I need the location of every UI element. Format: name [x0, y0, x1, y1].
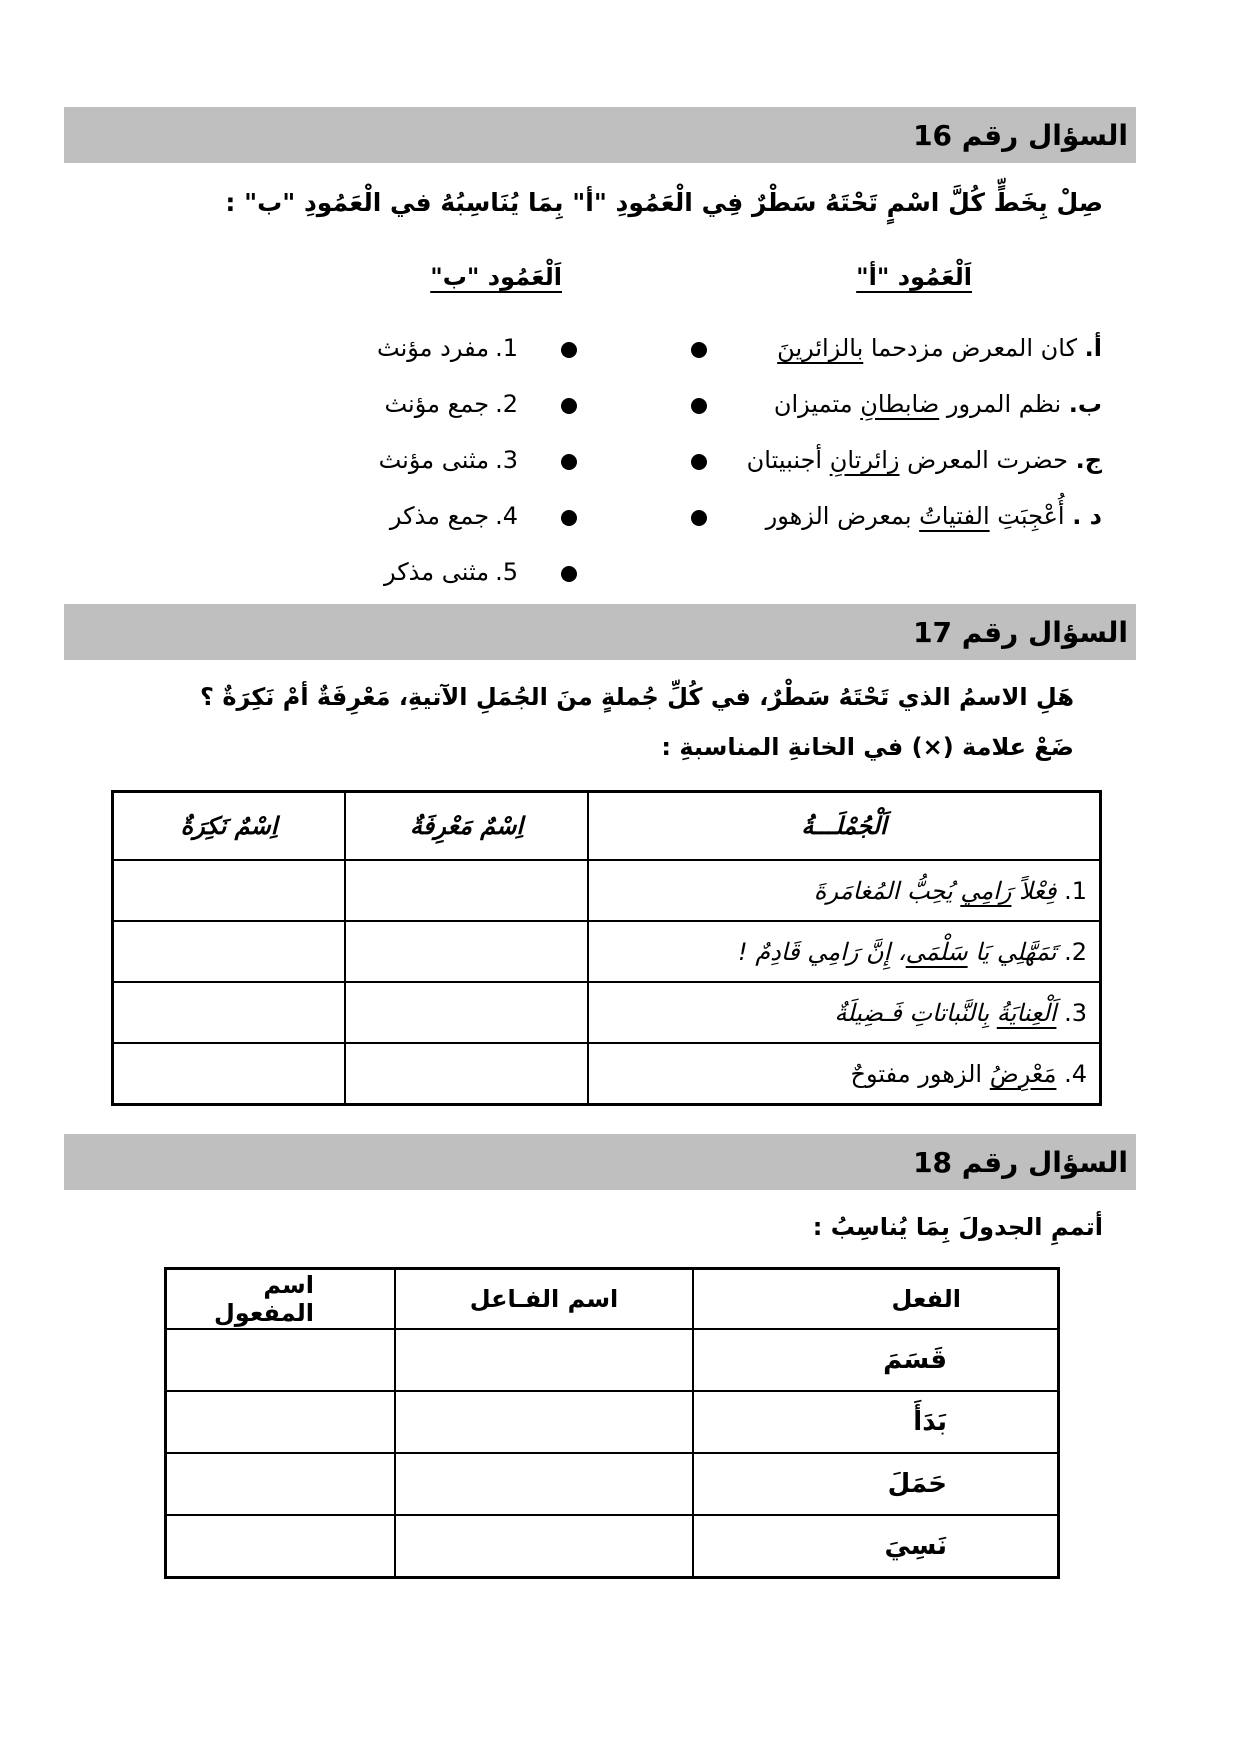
q18-instruction: أتممِ الجدولَ بِمَا يُناسِبُ : — [812, 1213, 1103, 1241]
active-participle-input-cell[interactable] — [395, 1329, 693, 1391]
q16-col-b-item — [384, 390, 518, 418]
passive-participle-input-cell[interactable] — [166, 1391, 396, 1453]
passive-participle-input-cell[interactable] — [166, 1329, 396, 1391]
item-text-pre: حضرت المعرض — [899, 446, 1068, 474]
sentence-underlined: سَلْمَى — [905, 937, 968, 966]
item-text: جمع مذكر — [389, 502, 490, 530]
sentence-post: بِالنَّباتاتِ فَـضِيلَةٌ — [834, 998, 997, 1027]
q16-col-a-item — [774, 390, 1102, 418]
q16-col-b-item — [377, 334, 518, 362]
verb-cell: بَدَأَ — [693, 1391, 1059, 1453]
item-text-post: أجنبيتان — [746, 446, 830, 474]
q17-instruction-2: ضَعْ علامة (×) في الخانةِ المناسبةِ : — [661, 733, 1074, 761]
table-row — [166, 1453, 1059, 1515]
header-indefinite: اِسْمٌ نَكِرَةٌ — [113, 792, 346, 861]
row-number: 1. — [1064, 876, 1087, 905]
header-passive-participle: اسم المفعول — [166, 1269, 396, 1330]
definite-answer-cell[interactable] — [345, 982, 588, 1043]
table-header-row — [166, 1269, 1059, 1330]
item-text-pre: كان المعرض مزدحما — [863, 334, 1078, 362]
sentence-post: ، إِنَّ رَامِي قَادِمٌ ! — [738, 937, 906, 966]
active-participle-input-cell[interactable] — [395, 1453, 693, 1515]
item-number: 4. — [495, 502, 518, 530]
q16-col-a-item — [777, 334, 1102, 362]
indefinite-answer-cell[interactable] — [113, 860, 346, 921]
col-a-connector-dot[interactable] — [691, 342, 707, 358]
item-underlined: زائرتانِ — [829, 446, 900, 474]
item-label: د . — [1072, 502, 1102, 530]
q16-instruction: صِلْ بِخَطٍّ كُلَّ اسْمٍ تَحْتَهُ سَطْرٌ فِي الْعَمُودِ "أ" بِمَا يُنَاسِبُهُ في الْعَمُودِ "ب" : — [225, 188, 1103, 217]
table-row — [113, 860, 1101, 921]
q17-title: السؤال رقم 17 — [913, 616, 1128, 649]
sentence-cell — [588, 921, 1101, 982]
q16-col-b-header: اَلْعَمُود "ب" — [430, 263, 562, 291]
col-a-connector-dot[interactable] — [691, 510, 707, 526]
item-text-pre: أُعْجِبَتِ — [989, 502, 1065, 530]
definite-answer-cell[interactable] — [345, 860, 588, 921]
row-number: 3. — [1064, 998, 1087, 1027]
sentence-underlined: اَلْعِنايَةُ — [996, 998, 1057, 1027]
item-text: مثنى مذكر — [383, 558, 490, 586]
item-text-post: بمعرض الزهور — [765, 502, 920, 530]
item-number: 2. — [495, 390, 518, 418]
item-number: 5. — [495, 558, 518, 586]
item-text: مثنى مؤنث — [378, 446, 490, 474]
col-a-connector-dot[interactable] — [691, 398, 707, 414]
q18-header — [64, 1134, 1136, 1190]
active-participle-input-cell[interactable] — [395, 1515, 693, 1578]
definite-answer-cell[interactable] — [345, 1043, 588, 1105]
sentence-post: الزهور مفتوحٌ — [850, 1059, 990, 1088]
table-row — [113, 982, 1101, 1043]
active-participle-input-cell[interactable] — [395, 1391, 693, 1453]
row-number: 2. — [1064, 937, 1087, 966]
header-definite: اِسْمٌ مَعْرِفَةٌ — [345, 792, 588, 861]
item-number: 1. — [495, 334, 518, 362]
q16-col-b-item — [390, 502, 518, 530]
row-number: 4. — [1064, 1059, 1087, 1088]
item-underlined: ضابطانِ — [860, 390, 940, 418]
q18-table — [164, 1267, 1060, 1579]
item-underlined: الفتياتُ — [919, 502, 990, 530]
table-row — [166, 1329, 1059, 1391]
indefinite-answer-cell[interactable] — [113, 921, 346, 982]
item-number: 3. — [495, 446, 518, 474]
passive-participle-input-cell[interactable] — [166, 1453, 396, 1515]
table-row — [166, 1391, 1059, 1453]
sentence-post: يُحِبُّ المُغامَرةَ — [813, 876, 961, 905]
sentence-cell — [588, 1043, 1101, 1105]
q17-header — [64, 604, 1136, 660]
sentence-underlined: رَامِي — [960, 876, 1012, 905]
item-text-pre: نظم المرور — [939, 390, 1062, 418]
item-text-post: متميزان — [773, 390, 861, 418]
q16-col-a-header: اَلْعَمُود "أ" — [856, 263, 972, 291]
sentence-pre: تَمَهَّلِي يَا — [967, 937, 1057, 966]
item-label: أ. — [1084, 334, 1102, 362]
indefinite-answer-cell[interactable] — [113, 982, 346, 1043]
sentence-underlined: مَعْرِضُ — [989, 1059, 1057, 1088]
table-row — [166, 1515, 1059, 1578]
definite-answer-cell[interactable] — [345, 921, 588, 982]
q16-col-a-item — [766, 502, 1102, 530]
sentence-pre: فِعْلاً — [1011, 876, 1057, 905]
table-header-row — [113, 792, 1101, 861]
table-row — [113, 1043, 1101, 1105]
passive-participle-input-cell[interactable] — [166, 1515, 396, 1578]
q16-title: السؤال رقم 16 — [913, 119, 1128, 152]
item-label: ج. — [1075, 446, 1102, 474]
q17-table — [111, 790, 1102, 1106]
q16-col-b-item — [379, 446, 518, 474]
item-label: ب. — [1068, 390, 1102, 418]
header-active-participle: اسم الفـاعل — [395, 1269, 693, 1330]
q16-col-b-item — [384, 558, 518, 586]
sentence-cell — [588, 860, 1101, 921]
col-a-connector-dot[interactable] — [691, 454, 707, 470]
verb-cell: حَمَلَ — [693, 1453, 1059, 1515]
col-b-connector-dot[interactable] — [561, 454, 577, 470]
col-b-connector-dot[interactable] — [561, 342, 577, 358]
item-text: جمع مؤنث — [384, 390, 490, 418]
col-b-connector-dot[interactable] — [561, 398, 577, 414]
q17-instruction-1: هَلِ الاسمُ الذي تَحْتَهُ سَطْرٌ، في كُلِّ جُملةٍ منَ الجُمَلِ الآتيةِ، مَعْرِفَةٌ أمْ نَكِرَةٌ ؟ — [200, 683, 1074, 711]
q18-title: السؤال رقم 18 — [913, 1146, 1128, 1179]
item-underlined: بالزائرينَ — [777, 334, 864, 362]
verb-cell: قَسَمَ — [693, 1329, 1059, 1391]
verb-cell: نَسِيَ — [693, 1515, 1059, 1578]
col-b-connector-dot[interactable] — [561, 566, 577, 582]
indefinite-answer-cell[interactable] — [113, 1043, 346, 1105]
header-verb: الفعل — [693, 1269, 1059, 1330]
header-sentence: اَلْجُمْلَـــةُ — [588, 792, 1101, 861]
sentence-cell — [588, 982, 1101, 1043]
table-row — [113, 921, 1101, 982]
q16-col-a-item — [747, 446, 1102, 474]
q16-header — [64, 107, 1136, 163]
col-b-connector-dot[interactable] — [561, 510, 577, 526]
item-text: مفرد مؤنث — [377, 334, 490, 362]
